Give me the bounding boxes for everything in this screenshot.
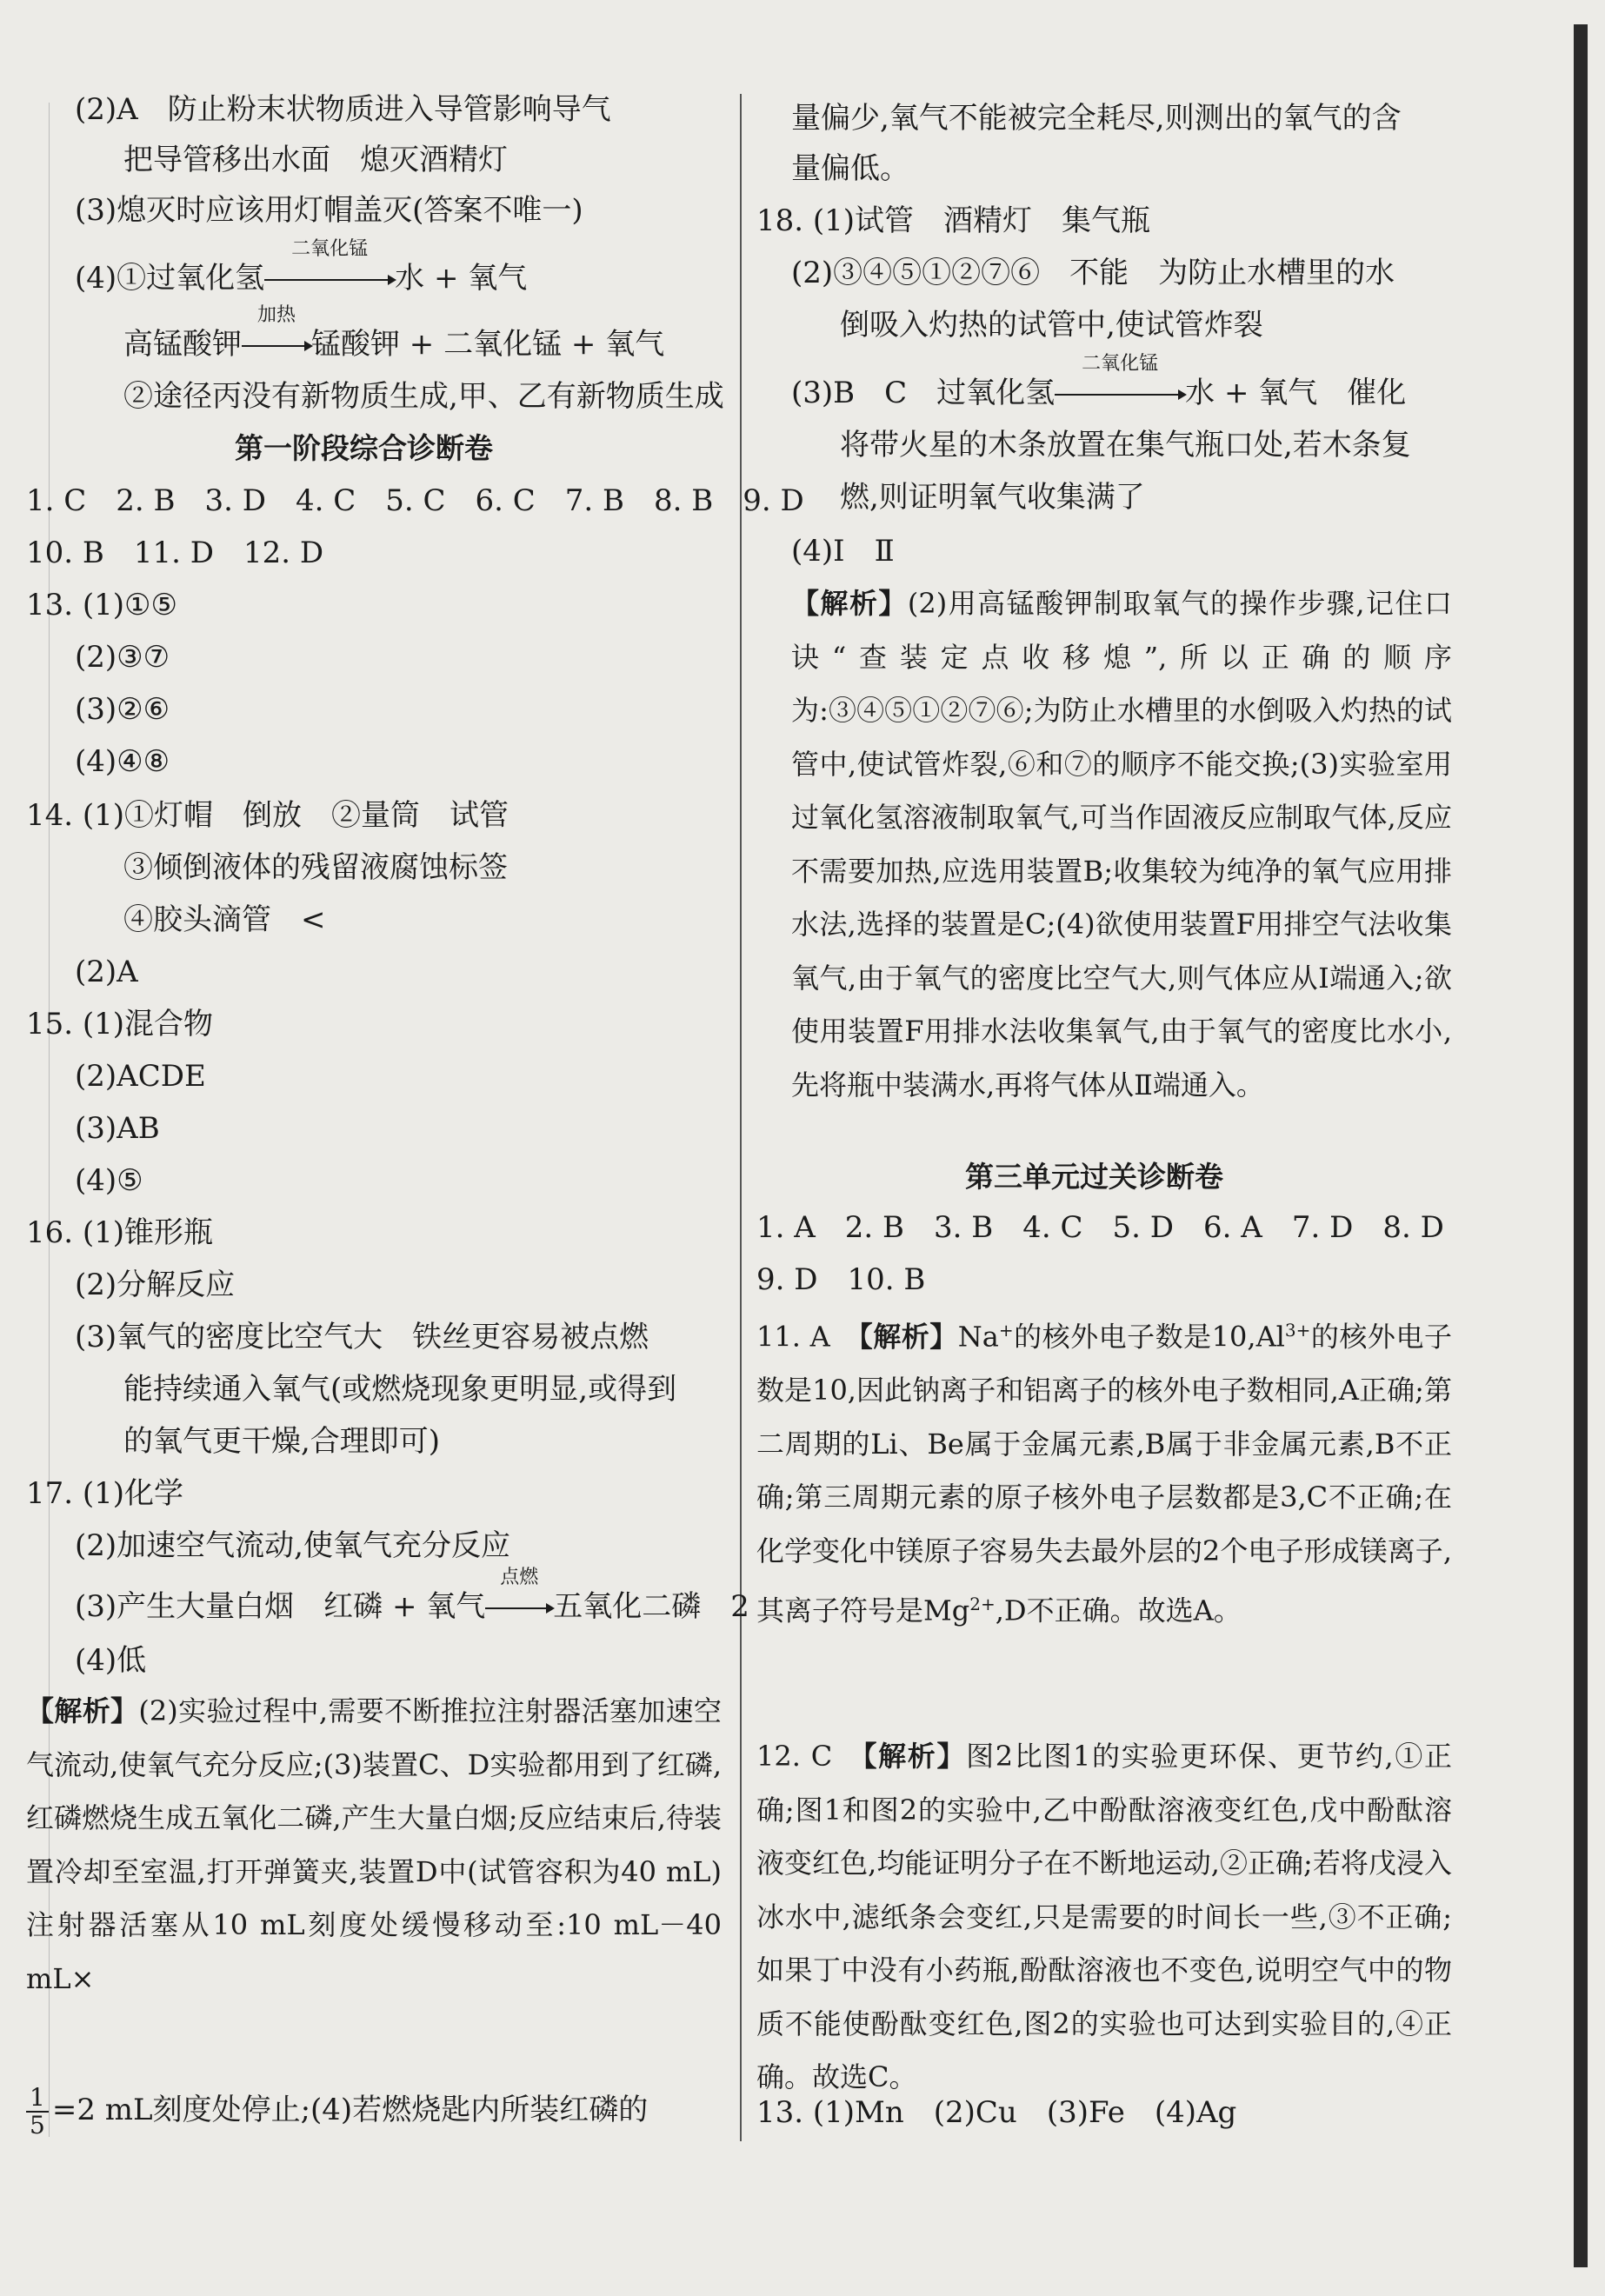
- answer-row: 1. C 2. B 3. D 4. C 5. C 6. C 7. B 8. B 9. D: [26, 483, 804, 518]
- answer-line: 13. (1)Mn (2)Cu (3)Fe (4)Ag: [756, 2095, 1237, 2130]
- explanation-tag: 【解析】: [26, 1694, 139, 1727]
- answer-line: (4)Ⅰ Ⅱ: [791, 534, 895, 569]
- explanation-paragraph: [756, 1304, 1452, 1638]
- answer-line: ③倾倒液体的残留液腐蚀标签: [123, 850, 508, 885]
- explanation-tag: 【解析】: [862, 1740, 967, 1773]
- answer-line: 将带火星的木条放置在集气瓶口处,若木条复: [840, 428, 1411, 463]
- ion-charge: 2+: [969, 1594, 996, 1615]
- scan-edge-bar: [1574, 24, 1588, 2267]
- explanation-text: (2)实验过程中,需要不断推拉注射器活塞加速空气流动,使氧气充分反应;(3)装置C、D实验都用到了红磷,红磷燃烧生成五氧化二磷,产生大量白烟;反应结束后,待装置冷却至室温,打开弹簧夹,装置D中(试管容积为40 mL)注射器活塞从10 mL刻度处缓慢移动至:10 mL－40 mL×: [26, 1694, 722, 1995]
- reaction-condition: 二氧化锰: [1082, 353, 1159, 375]
- answer-line: 燃,则证明氧气收集满了: [840, 480, 1145, 515]
- equation-product: 五氧化二磷 2: [553, 1589, 749, 1624]
- answer-line: 能持续通入氧气(或燃烧现象更明显,或得到: [123, 1372, 677, 1407]
- reaction-arrow: [264, 238, 395, 299]
- answer-line: (3)熄灭时应该用灯帽盖灭(答案不唯一): [75, 193, 583, 228]
- explanation-tag: 【解析】: [791, 587, 908, 620]
- explanation-paragraph: [26, 1685, 722, 2006]
- answer-line: (2)A 防止粉末状物质进入导管影响导气: [75, 92, 611, 127]
- answer-line: (2)③⑦: [75, 640, 170, 675]
- answer-line: (2)A: [75, 955, 138, 989]
- answer-line: 18. (1)试管 酒精灯 集气瓶: [756, 203, 1151, 238]
- reaction-arrow: [1055, 353, 1185, 414]
- ion-charge: 3+: [1284, 1320, 1311, 1341]
- reaction-condition: 点燃: [500, 1567, 539, 1588]
- answer-line: 16. (1)锥形瓶: [26, 1215, 214, 1250]
- equation-product: 水 + 氧气 催化: [1185, 376, 1407, 410]
- equation-reactant: 高锰酸钾: [123, 327, 242, 362]
- column-divider: [740, 94, 742, 2141]
- answer-line: (2)ACDE: [75, 1059, 206, 1094]
- answer-line: 14. (1)①灯帽 倒放 ②量筒 试管: [26, 798, 509, 833]
- answer-row: 10. B 11. D 12. D: [26, 536, 324, 570]
- reaction-condition: 二氧化锰: [291, 238, 369, 260]
- equation-line: [791, 353, 1407, 414]
- equation-product: 锰酸钾 + 二氧化锰 + 氧气: [311, 327, 665, 362]
- explanation-paragraph: [756, 1730, 1452, 2105]
- answer-line: 把导管移出水面 熄灭酒精灯: [123, 143, 508, 177]
- fraction-line: [26, 2080, 648, 2140]
- explanation-text: 的核外电子数是10,Al: [1013, 1320, 1285, 1354]
- answer-line: 量偏少,氧气不能被完全耗尽,则测出的氧气的含: [791, 101, 1402, 136]
- answer-line: 倒吸入灼热的试管中,使试管炸裂: [840, 308, 1263, 343]
- equation-reactant: (3)B C 过氧化氢: [791, 376, 1056, 410]
- answer-line: ④胶头滴管 <: [123, 902, 326, 937]
- explanation-text: 的核外电子数是10,因此钠离子和铝离子的核外电子数相同,A正确;第二周期的Li、Be属于金属元素,B属于非金属元素,B不正确;第三周期元素的原子核外电子层数都是3,C不正确;在化学变化中镁原子容易失去最外层的2个电子形成镁离子,其离子符号是Mg: [756, 1320, 1452, 1627]
- answer-line: (3)氧气的密度比空气大 铁丝更容易被点燃: [75, 1320, 649, 1354]
- answer-row: 9. D 10. B: [756, 1262, 926, 1297]
- answer-line: 17. (1)化学: [26, 1476, 184, 1511]
- ion-charge: +: [998, 1320, 1014, 1341]
- answer-line: ②途径丙没有新物质生成,甲、乙有新物质生成: [123, 379, 724, 414]
- equation-reactant: (3)产生大量白烟 红磷 + 氧气: [75, 1589, 486, 1624]
- answer-line: 的氧气更干燥,合理即可): [123, 1424, 441, 1459]
- explanation-paragraph: [791, 577, 1452, 1112]
- reaction-condition: 加热: [256, 304, 296, 326]
- fraction-denominator: 5: [30, 2111, 45, 2140]
- answer-line: (2)分解反应: [75, 1268, 236, 1302]
- answer-line: 13. (1)①⑤: [26, 588, 178, 622]
- answer-line: (4)低: [75, 1643, 147, 1678]
- fraction-numerator: 1: [26, 2085, 49, 2113]
- answer-line: (3)AB: [75, 1111, 160, 1146]
- question-number: 11. A: [756, 1320, 859, 1354]
- reaction-arrow: [485, 1567, 553, 1627]
- equation-reactant: (4)①过氧化氢: [75, 261, 265, 296]
- answer-line: 量偏低。: [791, 151, 909, 186]
- question-number: 12. C: [756, 1740, 863, 1773]
- equation-line: [75, 238, 528, 299]
- reaction-arrow: [242, 304, 311, 365]
- explanation-text: (2)用高锰酸钾制取氧气的操作步骤,记住口诀“查装定点收移熄”,所以正确的顺序为:③④⑤①②⑦⑥;为防止水槽里的水倒吸入灼热的试管中,使试管炸裂,⑥和⑦的顺序不能交换;(3)实验室用过氧化氢溶液制取氧气,可当作固液反应制取气体,反应不需要加热,应选用装置B;收集较为纯净的氧气应用排水法,选择的装置是C;(4)欲使用装置F用排空气法收集氧气,由于氧气的密度比空气大,则气体应从Ⅰ端通入;欲使用装置F用排水法收集氧气,由于氧气的密度比水小,先将瓶中装满水,再将气体从Ⅱ端通入。: [791, 587, 1452, 1101]
- section-title: 第一阶段综合诊断卷: [235, 431, 493, 465]
- explanation-tag: 【解析】: [858, 1320, 958, 1354]
- explanation-text: 图2比图1的实验更环保、更节约,①正确;图1和图2的实验中,乙中酚酞溶液变红色,戊中酚酞溶液变红色,均能证明分子在不断地运动,②正确;若将戊浸入冰水中,滤纸条会变红,只是需要的时间长一些,③不正确;如果丁中没有小药瓶,酚酞溶液也不变色,说明空气中的物质不能使酚酞变红色,图2的实验也可达到实验目的,④正确。故选C。: [756, 1740, 1452, 2093]
- equation-product: 水 + 氧气: [395, 261, 528, 296]
- equation-line: [75, 1567, 749, 1627]
- equation-line: [123, 304, 665, 365]
- answer-line: (2)加速空气流动,使氧气充分反应: [75, 1528, 510, 1563]
- answer-row: 1. A 2. B 3. B 4. C 5. D 6. A 7. D 8. D: [756, 1210, 1444, 1245]
- explanation-text: Na: [957, 1320, 999, 1354]
- explanation-text: =2 mL刻度处停止;(4)若燃烧匙内所装红磷的: [51, 2093, 649, 2127]
- answer-line: (3)②⑥: [75, 692, 170, 727]
- section-title: 第三单元过关诊断卷: [965, 1160, 1223, 1194]
- answer-line: (2)③④⑤①②⑦⑥ 不能 为防止水槽里的水: [791, 256, 1395, 290]
- answer-line: (4)⑤: [75, 1163, 143, 1198]
- answer-line: (4)④⑧: [75, 744, 170, 779]
- answer-line: 15. (1)混合物: [26, 1007, 214, 1042]
- explanation-text: ,D不正确。故选A。: [995, 1594, 1242, 1627]
- fraction: [26, 2085, 49, 2139]
